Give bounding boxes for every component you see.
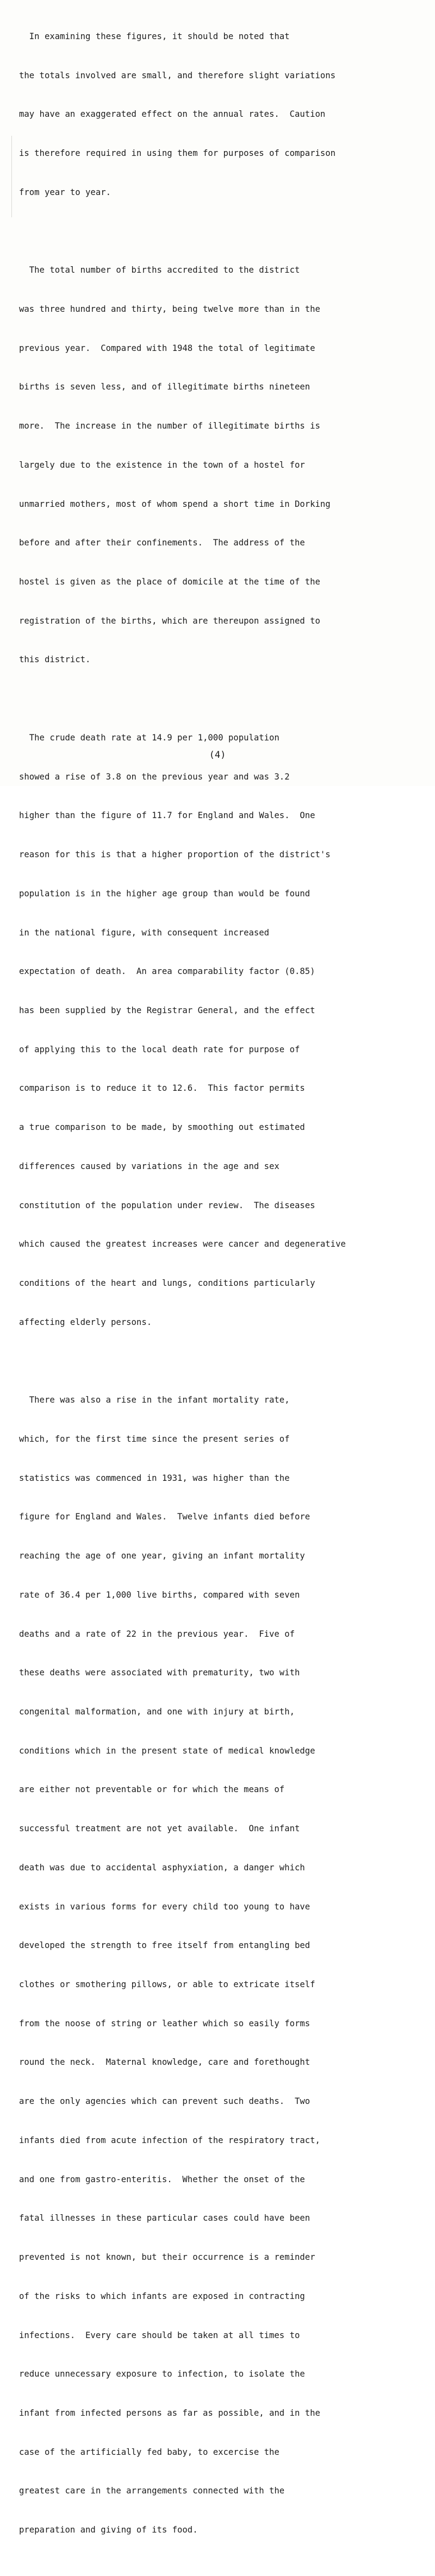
text-line: this district. xyxy=(19,655,91,665)
text-line: higher than the figure of 11.7 for England and Wales. One xyxy=(19,811,315,821)
paragraph-infant-mortality xyxy=(19,1368,435,2562)
text-line: preparation and giving of its food. xyxy=(19,2525,198,2535)
text-line: which caused the greatest increases were cancer and degenerative xyxy=(19,1239,346,1249)
text-line: rate of 36.4 per 1,000 live births, compared with seven xyxy=(19,1589,300,1600)
text-line: was three hundred and thirty, being twelve more than in the xyxy=(19,304,320,314)
text-line: clothes or smothering pillows, or able to extricate itself xyxy=(19,1980,315,1990)
text-line: and one from gastro-enteritis. Whether the onset of the xyxy=(19,2174,305,2184)
text-line: hostel is given as the place of domicile at the time of the xyxy=(19,576,320,587)
text-line: greatest care in the arrangements connected with the xyxy=(19,2486,285,2496)
text-line: conditions which in the present state of medical knowledge xyxy=(19,1745,315,1756)
text-line: reaching the age of one year, giving an infant mortality xyxy=(19,1551,305,1561)
text-line: more. The increase in the number of illegitimate births is xyxy=(19,421,320,431)
text-line: reduce unnecessary exposure to infection, to isolate the xyxy=(19,2369,305,2379)
text-line: largely due to the existence in the town of a hostel for xyxy=(19,460,305,470)
text-line: differences caused by variations in the age and sex xyxy=(19,1161,279,1171)
text-line: figure for England and Wales. Twelve infants died before xyxy=(19,1512,310,1522)
text-line: infant from infected persons as far as possible, and in the xyxy=(19,2408,320,2418)
text-line: prevented is not known, but their occurrence is a reminder xyxy=(19,2252,315,2263)
paragraph-births xyxy=(19,238,435,693)
text-line: is therefore required in using them for purposes of comparison xyxy=(19,148,336,158)
text-line: are either not preventable or for which the means of xyxy=(19,1785,285,1795)
text-line: developed the strength to free itself from entangling bed xyxy=(19,1940,310,1951)
text-line: case of the artificially fed baby, to excercise the xyxy=(19,2447,279,2457)
paragraph-statistics-caution xyxy=(19,4,435,225)
paragraph-death-rate xyxy=(19,706,435,1355)
text-line: showed a rise of 3.8 on the previous year and was 3.2 xyxy=(19,771,290,782)
text-line: round the neck. Maternal knowledge, care and forethought xyxy=(19,2057,310,2068)
text-line: of applying this to the local death rate for purpose of xyxy=(19,1044,300,1054)
text-line: the totals involved are small, and therefore slight variations xyxy=(19,70,336,80)
text-line: population is in the higher age group than would be found xyxy=(19,888,310,899)
text-line: a true comparison to be made, by smoothing out estimated xyxy=(19,1122,305,1133)
text-line: The crude death rate at 14.9 per 1,000 population xyxy=(19,732,279,743)
margin-mark-upper xyxy=(11,136,12,217)
text-line: statistics was commenced in 1931, was higher than the xyxy=(19,1473,290,1483)
text-line: successful treatment are not yet available. One infant xyxy=(19,1824,300,1834)
text-line: reason for this is that a higher proportion of the district's xyxy=(19,850,331,860)
text-line: may have an exaggerated effect on the annual rates. Caution xyxy=(19,109,326,120)
text-line: affecting elderly persons. xyxy=(19,1317,152,1327)
text-line: In examining these figures, it should be noted that xyxy=(19,31,290,41)
text-line: The total number of births accredited to the district xyxy=(19,265,300,275)
text-line: There was also a rise in the infant mortality rate, xyxy=(19,1395,290,1405)
text-line: constitution of the population under review. The diseases xyxy=(19,1200,315,1210)
text-line: exists in various forms for every child too young to have xyxy=(19,1901,310,1912)
text-line: births is seven less, and of illegitimate births nineteen xyxy=(19,382,310,392)
text-line: from year to year. xyxy=(19,187,111,197)
body-text xyxy=(19,4,435,2576)
text-line: expectation of death. An area comparability factor (0.85) xyxy=(19,966,315,977)
text-line: which, for the first time since the present series of xyxy=(19,1434,290,1444)
text-line: unmarried mothers, most of whom spend a short time in Dorking xyxy=(19,499,331,509)
text-line: has been supplied by the Registrar General, and the effect xyxy=(19,1005,315,1015)
text-line: of the risks to which infants are exposed in contracting xyxy=(19,2291,305,2301)
page-number: (4) xyxy=(209,750,226,761)
text-line: fatal illnesses in these particular cases could have been xyxy=(19,2213,310,2223)
text-line: are the only agencies which can prevent such deaths. Two xyxy=(19,2096,310,2107)
text-line: in the national figure, with consequent increased xyxy=(19,927,270,938)
text-line: deaths and a rate of 22 in the previous year. Five of xyxy=(19,1629,295,1639)
text-line: conditions of the heart and lungs, conditions particularly xyxy=(19,1278,315,1288)
text-line: registration of the births, which are thereupon assigned to xyxy=(19,615,320,626)
text-line: infants died from acute infection of the respiratory tract, xyxy=(19,2135,320,2145)
text-line: previous year. Compared with 1948 the total of legitimate xyxy=(19,343,315,353)
text-line: congenital malformation, and one with injury at birth, xyxy=(19,1707,295,1717)
text-line: from the noose of string or leather which so easily forms xyxy=(19,2018,310,2028)
text-line: infections. Every care should be taken at all times to xyxy=(19,2330,300,2340)
text-line: comparison is to reduce it to 12.6. This factor permits xyxy=(19,1083,305,1094)
text-line: before and after their confinements. The address of the xyxy=(19,538,305,548)
text-line: these deaths were associated with prematurity, two with xyxy=(19,1668,300,1678)
text-line: death was due to accidental asphyxiation, a danger which xyxy=(19,1862,305,1873)
